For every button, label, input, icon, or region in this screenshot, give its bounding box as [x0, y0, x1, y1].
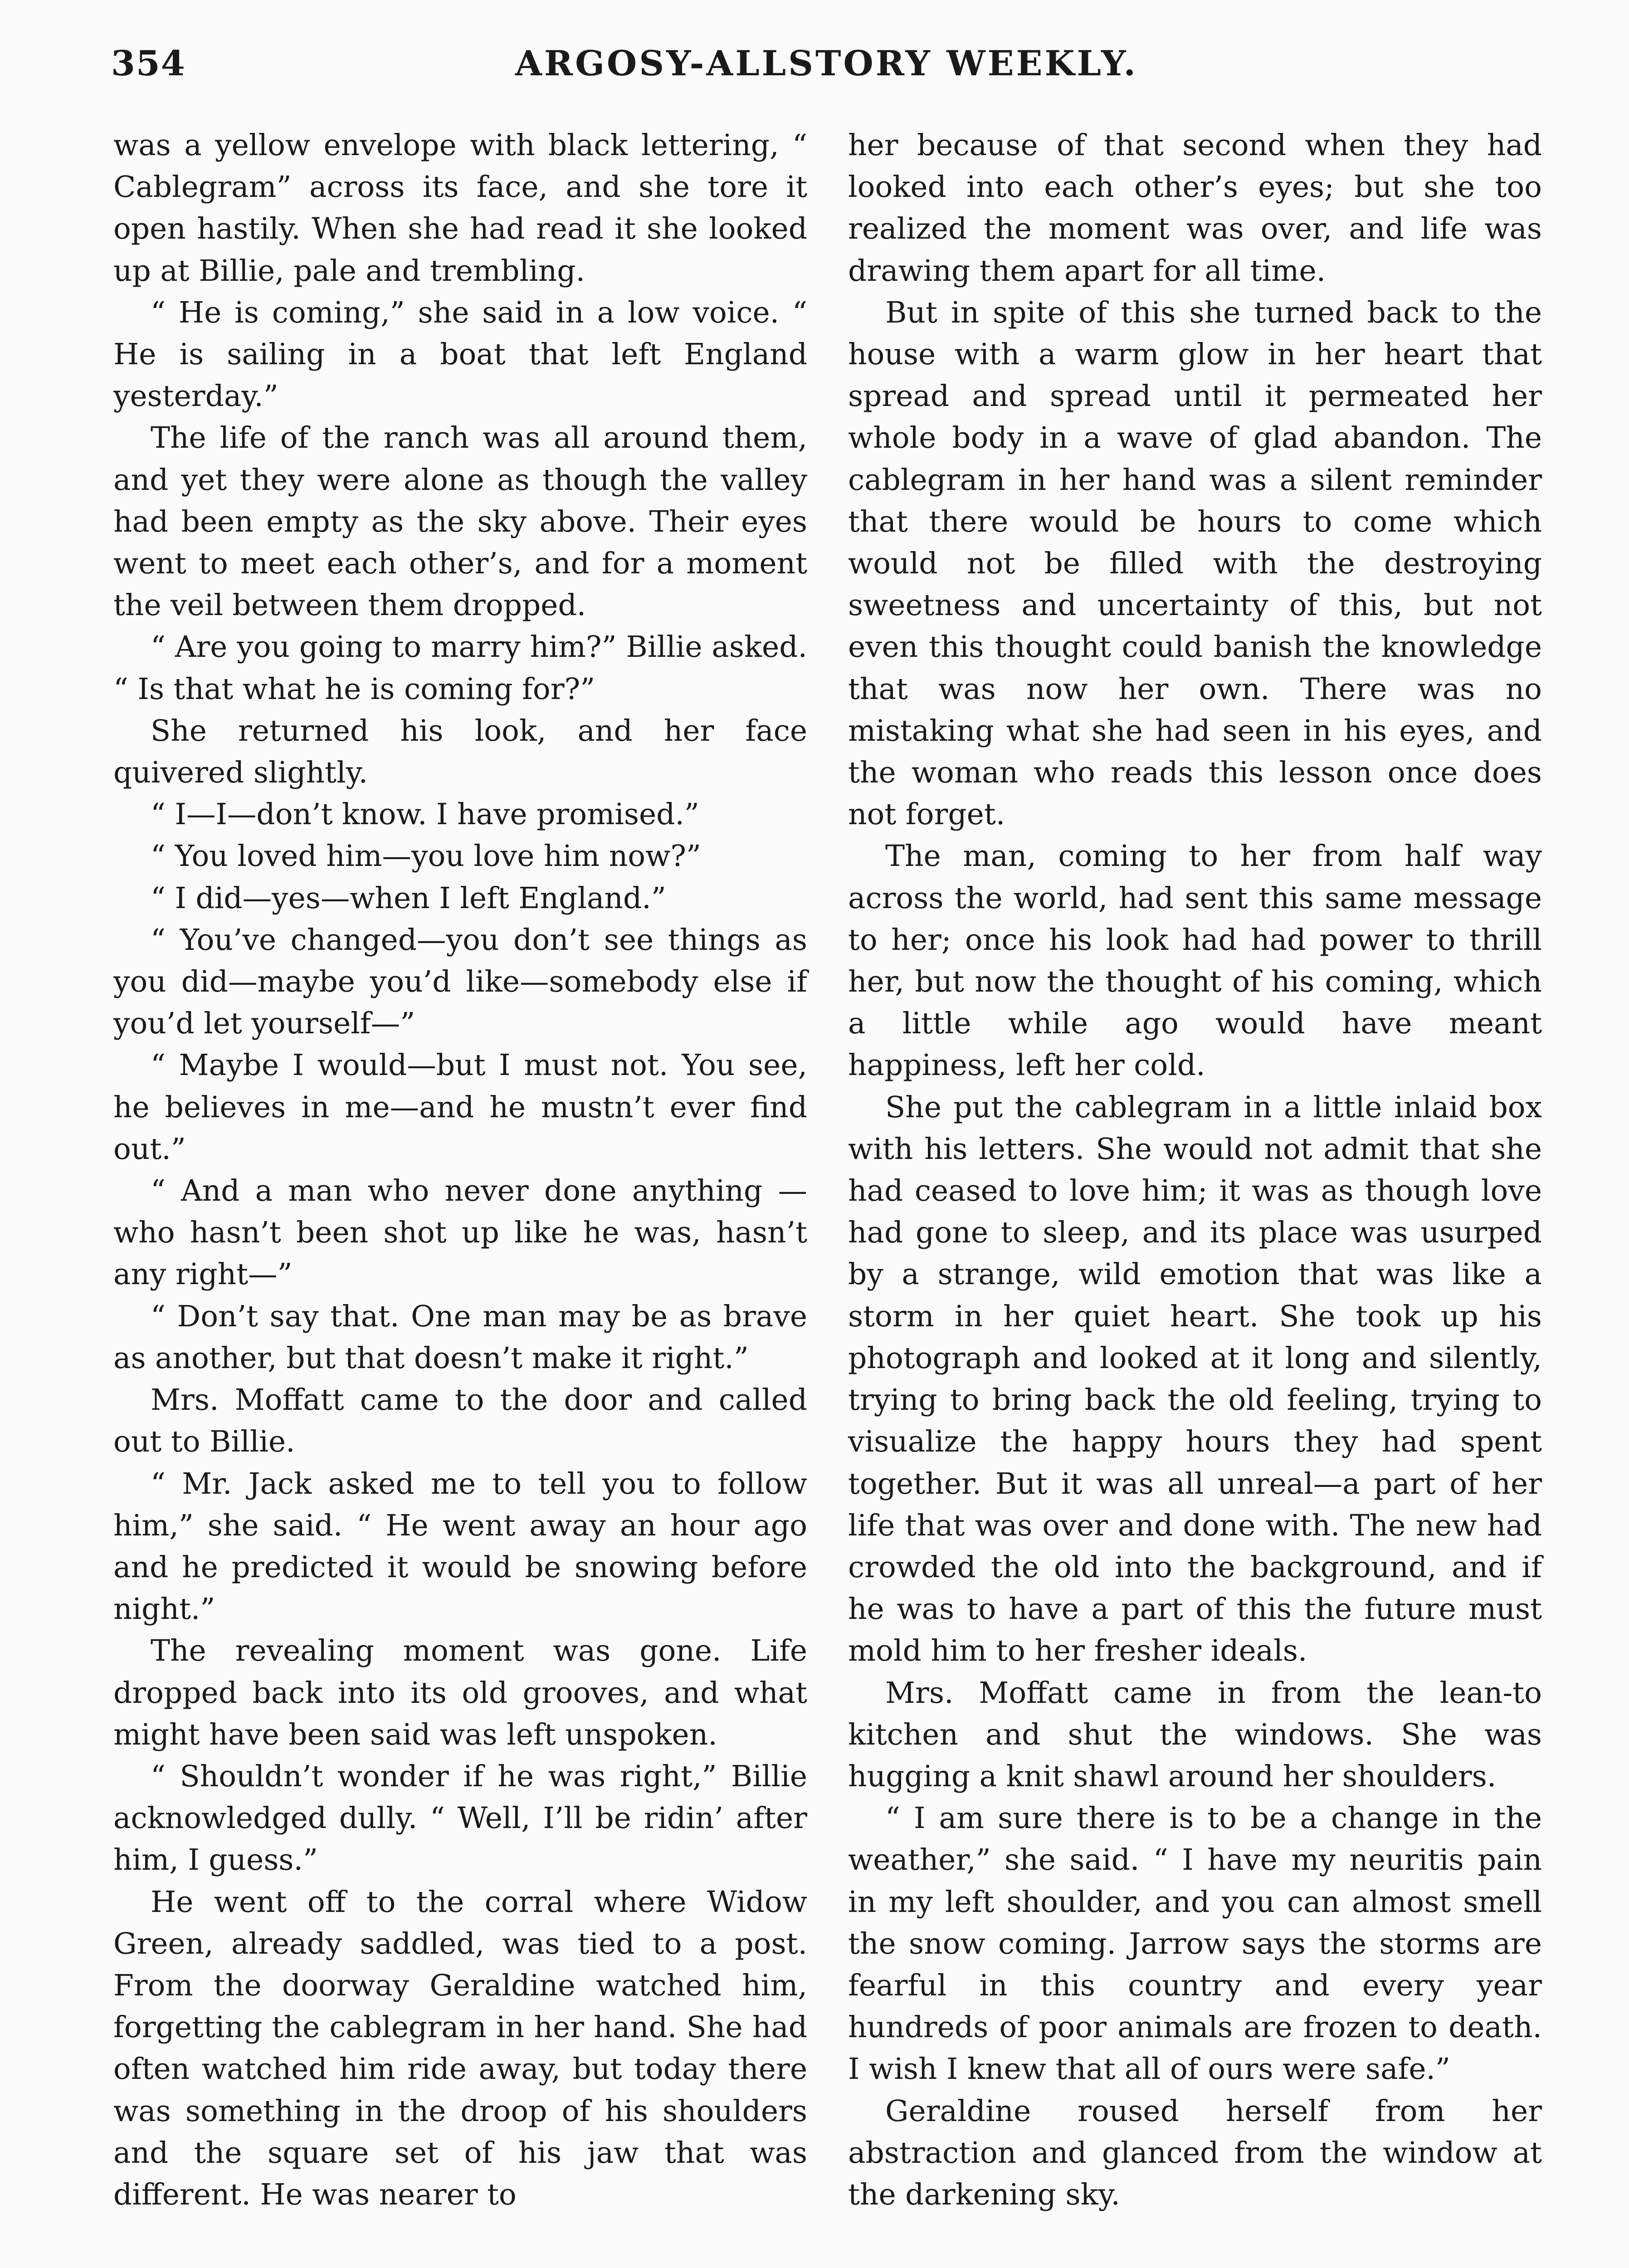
paragraph: “ And a man who never done anything —who hasn’t been shot up like he was, hasn’t any right—” — [113, 1174, 807, 1292]
running-head: ARGOSY-ALLSTORY WEEKLY. — [515, 43, 1138, 83]
paragraph: “ He is coming,” she said in a low voice. “ He is sailing in a boat that left England yesterday.” — [113, 295, 807, 414]
paragraph: The revealing moment was gone. Life dropped back into its old grooves, and what might have been said was left unspoken. — [113, 1634, 807, 1752]
paragraph: Geraldine roused herself from her abstraction and glanced from the window at the darkening sky. — [848, 2094, 1542, 2212]
paragraph: “ I am sure there is to be a change in the weather,” she said. “ I have my neuritis pain in my left shoulder, and you can almost smell the snow coming. Jarrow says the storms are fearful in this country and every year hundreds of poor animals are frozen to death. I wish I knew that all of ours were safe.” — [848, 1801, 1542, 2087]
paragraph: was a yellow envelope with black lettering, “ Cablegram” across its face, and she tore it open hastily. When she had read it she looked up at Billie, pale and trembling. — [113, 128, 807, 288]
paragraph: “ Maybe I would—but I must not. You see, he believes in me—and he mustn’t ever find out.” — [113, 1048, 807, 1166]
paragraph: She returned his look, and her face quivered slightly. — [113, 714, 807, 790]
paragraph: “ I—I—don’t know. I have promised.” — [151, 797, 699, 832]
paragraph: He went off to the corral where Widow Green, already saddled, was tied to a post. From the doorway Geraldine watched him, forgetting the cablegram in her hand. She had often watched him ride away, but today there was something in the droop of his shoulders and the square set of his jaw that was different. He was nearer to — [113, 1885, 807, 2212]
paragraph: “ Mr. Jack asked me to tell you to follow him,” she said. “ He went away an hour ago and he predicted it would be snowing before night.” — [113, 1466, 807, 1627]
paragraph: her because of that second when they had looked into each other’s eyes; but she too realized the moment was over, and life was drawing them apart for all time. — [848, 128, 1542, 288]
page-number: 354 — [111, 43, 186, 83]
paragraph: Mrs. Moffatt came to the door and called out to Billie. — [113, 1383, 807, 1459]
paragraph: “ I did—yes—when I left England.” — [151, 881, 666, 915]
paragraph: “ You’ve changed—you don’t see things as you did—maybe you’d like—somebody else if you’d let yourself—” — [113, 923, 807, 1041]
right-column — [848, 125, 1542, 2216]
paragraph: The life of the ranch was all around them, and yet they were alone as though the valley had been empty as the sky above. Their eyes went to meet each other’s, and for a moment the veil between them dropped. — [113, 421, 807, 623]
paragraph: “ Shouldn’t wonder if he was right,” Billie acknowledged dully. “ Well, I’ll be ridin’ after him, I guess.” — [113, 1759, 807, 1877]
paragraph: “ Are you going to marry him?” Billie asked. “ Is that what he is coming for?” — [113, 630, 807, 706]
page-header — [111, 43, 1542, 102]
paragraph: “ You loved him—you love him now?” — [151, 839, 701, 874]
paragraph: The man, coming to her from half way across the world, had sent this same message to her; once his look had had power to thrill her, but now the thought of his coming, which a little while ago would have meant happiness, left her cold. — [848, 839, 1542, 1083]
paragraph: “ Don’t say that. One man may be as brave as another, but that doesn’t make it right.” — [113, 1299, 807, 1375]
paragraph: Mrs. Moffatt came in from the lean-to kitchen and shut the windows. She was hugging a knit shawl around her shoulders. — [848, 1676, 1542, 1794]
left-column — [113, 125, 807, 2216]
paragraph: But in spite of this she turned back to the house with a warm glow in her heart that spread and spread until it permeated her whole body in a wave of glad abandon. The cablegram in her hand was a silent reminder that there would be hours to come which would not be filled with the destroying sweetness and uncertainty of this, but not even this thought could banish the knowledge that was now her own. There was no mistaking what she had seen in his eyes, and the woman who reads this lesson once does not forget. — [848, 295, 1542, 832]
paragraph: She put the cablegram in a little inlaid box with his letters. She would not admit that she had ceased to love him; it was as though love had gone to sleep, and its place was usurped by a strange, wild emotion that was like a storm in her quiet heart. She took up his photograph and looked at it long and silently, trying to bring back the old feeling, trying to visualize the happy hours they had spent together. But it was all unreal—a part of her life that was over and done with. The new had crowded the old into the background, and if he was to have a part of this the future must mold him to her fresher ideals. — [848, 1090, 1542, 1668]
